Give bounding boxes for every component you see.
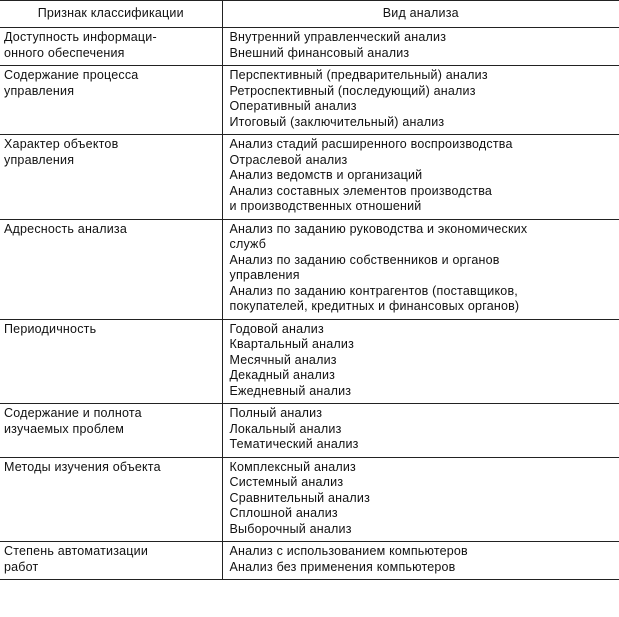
table-row <box>0 28 619 66</box>
analysis-type-line: Отраслевой анализ <box>229 152 348 167</box>
criterion-cell <box>0 66 222 135</box>
criterion-cell <box>0 404 222 458</box>
analysis-types-cell <box>222 404 619 458</box>
analysis-type-line: Внешний финансовый анализ <box>229 45 410 60</box>
analysis-type-line: Ретроспективный (последующий) анализ <box>229 83 476 98</box>
analysis-type-line: и производственных отношений <box>229 199 422 213</box>
criterion-line: Содержание и полнота <box>4 406 142 420</box>
criterion-cell <box>0 457 222 542</box>
analysis-type-line: Полный анализ <box>229 406 323 420</box>
analysis-type-line: Анализ составных элементов производства <box>229 183 493 198</box>
criterion-cell <box>0 219 222 319</box>
analysis-type-line: Месячный анализ <box>229 352 337 367</box>
criterion-line: управления <box>4 83 75 98</box>
table-body <box>0 28 619 580</box>
analysis-type-line: Локальный анализ <box>229 421 342 436</box>
analysis-type-line: Итоговый (заключительный) анализ <box>229 114 445 129</box>
criterion-cell <box>0 28 222 66</box>
analysis-type-line: управления <box>229 268 300 282</box>
analysis-type-line: Внутренний управленческий анализ <box>229 30 447 44</box>
analysis-type-line: Выборочный анализ <box>229 521 352 536</box>
analysis-type-line: Сравнительный анализ <box>229 490 371 505</box>
criterion-line: изучаемых проблем <box>4 421 125 436</box>
table-row <box>0 66 619 135</box>
table-row <box>0 542 619 580</box>
criterion-line: Доступность информаци- <box>4 30 157 44</box>
analysis-type-line: Анализ стадий расширенного воспроизводства <box>229 137 513 151</box>
analysis-types-cell <box>222 457 619 542</box>
table-row <box>0 135 619 220</box>
table-header <box>0 1 619 28</box>
analysis-type-line: Анализ по заданию контрагентов (поставщиков, <box>229 283 518 298</box>
analysis-type-line: Анализ ведомств и организаций <box>229 168 423 182</box>
analysis-type-line: Анализ по заданию руководства и экономических <box>229 221 528 236</box>
analysis-type-line: служб <box>229 237 267 251</box>
analysis-types-cell <box>222 135 619 220</box>
header-row <box>0 1 619 28</box>
criterion-line: онного обеспечения <box>4 45 125 60</box>
criterion-line: Степень автоматизации <box>4 544 149 558</box>
header-criterion: Признак классификации <box>0 1 222 28</box>
table-row <box>0 219 619 319</box>
analysis-type-line: Анализ с использованием компьютеров <box>229 544 468 558</box>
analysis-type-line: Комплексный анализ <box>229 459 356 474</box>
analysis-type-line: Анализ по заданию собственников и органов <box>229 252 500 267</box>
analysis-type-line: Квартальный анализ <box>229 337 355 351</box>
analysis-type-line: Системный анализ <box>229 475 344 489</box>
criterion-line: работ <box>4 559 39 574</box>
analysis-type-line: Анализ без применения компьютеров <box>229 559 456 574</box>
criterion-cell <box>0 542 222 580</box>
criterion-line: Периодичность <box>4 321 97 336</box>
criterion-line: управления <box>4 152 75 167</box>
analysis-types-cell <box>222 219 619 319</box>
analysis-types-cell <box>222 28 619 66</box>
analysis-types-cell <box>222 66 619 135</box>
table-row <box>0 457 619 542</box>
table-row <box>0 319 619 404</box>
analysis-type-line: Тематический анализ <box>229 437 359 451</box>
analysis-type-line: Перспективный (предварительный) анализ <box>229 68 488 82</box>
analysis-type-line: Годовой анализ <box>229 321 324 336</box>
header-analysis-type: Вид анализа <box>222 1 619 28</box>
analysis-type-line: Декадный анализ <box>229 368 336 382</box>
criterion-cell <box>0 135 222 220</box>
criterion-line: Содержание процесса <box>4 68 139 82</box>
analysis-type-line: Сплошной анализ <box>229 506 338 520</box>
criterion-line: Адресность анализа <box>4 221 127 236</box>
table-row <box>0 404 619 458</box>
analysis-types-cell <box>222 542 619 580</box>
criterion-cell <box>0 319 222 404</box>
criterion-line: Методы изучения объекта <box>4 459 161 474</box>
analysis-types-cell <box>222 319 619 404</box>
analysis-type-line: покупателей, кредитных и финансовых органов) <box>229 299 520 313</box>
analysis-type-line: Оперативный анализ <box>229 99 357 113</box>
analysis-type-line: Ежедневный анализ <box>229 383 352 398</box>
criterion-line: Характер объектов <box>4 137 119 151</box>
